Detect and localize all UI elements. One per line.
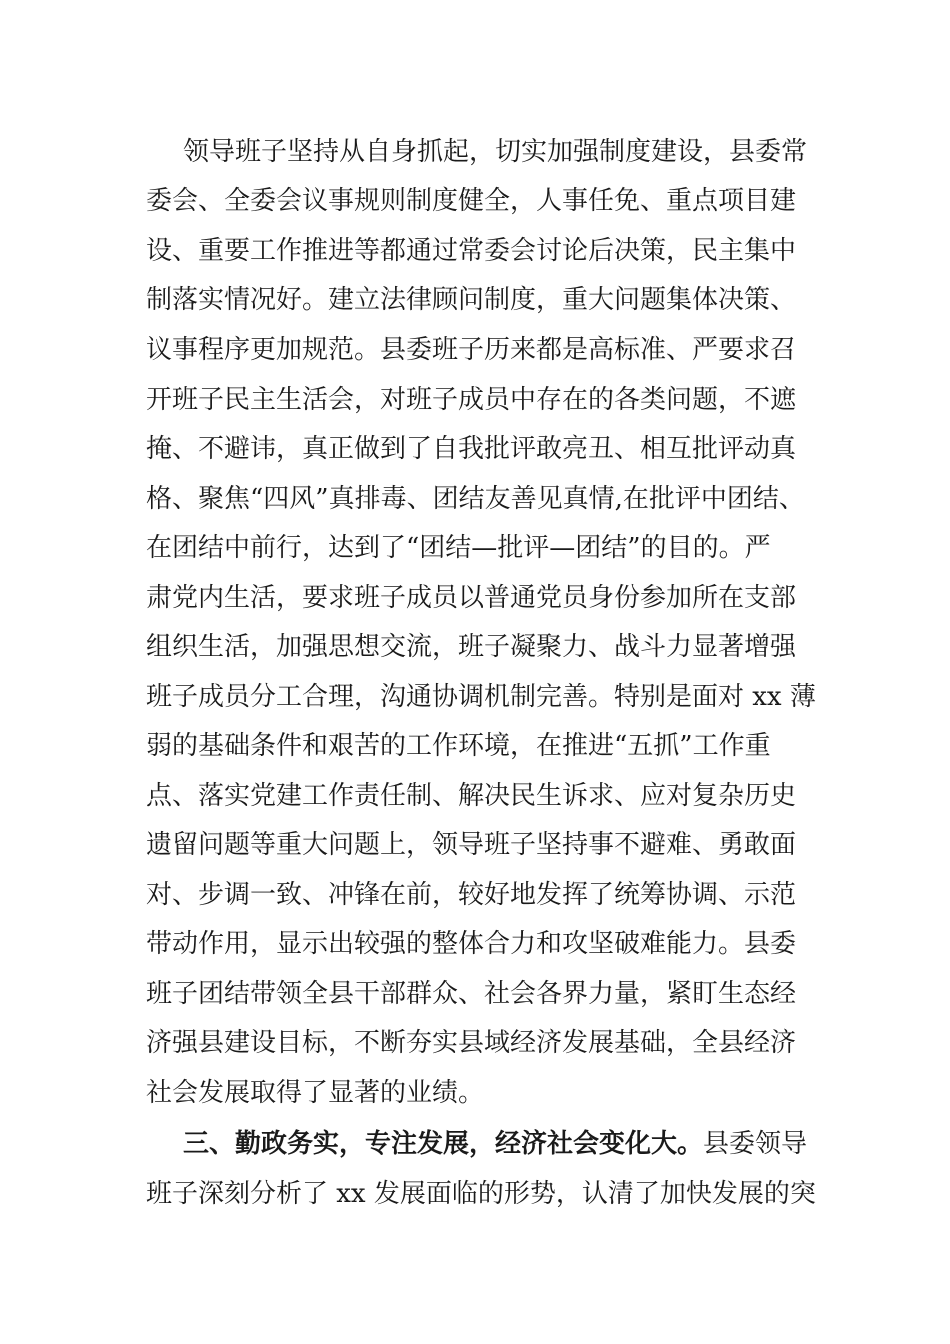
paragraph-line: 格、聚焦“四风”真排毒、团结友善见真情,在批评中团结、 <box>146 484 805 514</box>
paragraph-line: 点、落实党建工作责任制、解决民生诉求、应对复杂历史 <box>146 781 797 811</box>
paragraph-line: 遗留问题等重大问题上，领导班子坚持事不避难、勇敢面 <box>146 830 797 860</box>
section-heading-line <box>183 1124 807 1164</box>
paragraph-line: 议事程序更加规范。县委班子历来都是高标准、严要求召 <box>146 335 797 365</box>
paragraph-line: 弱的基础条件和艰苦的工作环境，在推进“五抓”工作重 <box>146 731 771 761</box>
paragraph-line: 在团结中前行，达到了“团结—批评—团结”的目的。严 <box>146 533 771 563</box>
paragraph-line: 肃党内生活，要求班子成员以普通党员身份参加所在支部 <box>146 583 797 613</box>
paragraph-line: 制落实情况好。建立法律顾问制度，重大问题集体决策、 <box>146 285 797 315</box>
paragraph-line: 组织生活，加强思想交流，班子凝聚力、战斗力显著增强 <box>146 632 797 662</box>
section-heading: 三、勤政务实，专注发展，经济社会变化大。 <box>183 1129 704 1159</box>
paragraph-line: 领导班子坚持从自身抓起，切实加强制度建设，县委常 <box>183 137 808 167</box>
paragraph-line: 对、步调一致、冲锋在前，较好地发挥了统筹协调、示范 <box>146 880 797 910</box>
paragraph-line: 委会、全委会议事规则制度健全，人事任免、重点项目建 <box>146 186 797 216</box>
paragraph-line: 济强县建设目标，不断夯实县域经济发展基础，全县经济 <box>146 1028 797 1058</box>
paragraph-line: 开班子民主生活会，对班子成员中存在的各类问题，不遮 <box>146 385 797 415</box>
paragraph-line: 班子成员分工合理，沟通协调机制完善。特别是面对 xx 薄 <box>146 682 816 712</box>
paragraph-line: 社会发展取得了显著的业绩。 <box>146 1078 485 1108</box>
paragraph-line: 班子团结带领全县干部群众、社会各界力量，紧盯生态经 <box>146 979 797 1009</box>
paragraph-line: 掩、不避讳，真正做到了自我批评敢亮丑、相互批评动真 <box>146 434 797 464</box>
paragraph-line: 班子深刻分析了 xx 发展面临的形势，认清了加快发展的突 <box>146 1179 816 1209</box>
paragraph-line: 带动作用，显示出较强的整体合力和攻坚破难能力。县委 <box>146 929 797 959</box>
paragraph-line: 设、重要工作推进等都通过常委会讨论后决策，民主集中 <box>146 236 797 266</box>
section-heading-continuation: 县委领导 <box>703 1129 808 1159</box>
